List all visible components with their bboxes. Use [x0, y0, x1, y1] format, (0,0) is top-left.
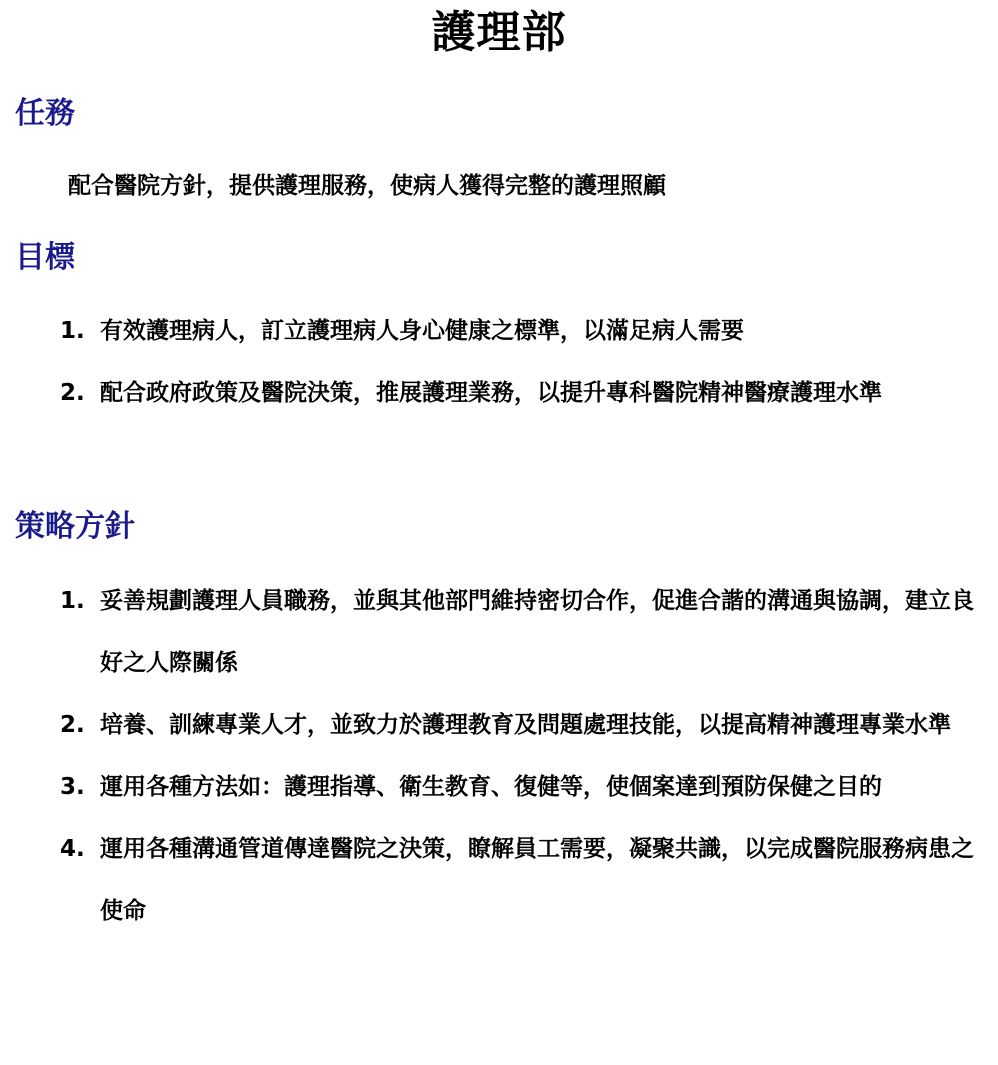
goals-list	[60, 300, 980, 424]
strategy-item	[60, 570, 980, 694]
strategy-item-text: 培養、訓練專業人才，並致力於護理教育及問題處理技能，以提高精神護理專業水準	[100, 712, 951, 738]
strategy-item	[60, 818, 980, 942]
strategies-list	[60, 570, 980, 942]
goals-heading: 目標	[15, 240, 75, 275]
goal-item	[60, 300, 980, 362]
goal-item-number: 2.	[60, 380, 85, 406]
strategy-item-number: 1.	[60, 588, 85, 614]
goal-item-text: 有效護理病人，訂立護理病人身心健康之標準，以滿足病人需要	[100, 318, 744, 344]
strategy-item	[60, 694, 980, 756]
strategy-item-text: 妥善規劃護理人員職務，並與其他部門維持密切合作，促進合諧的溝通與協調，建立良好之人際關係	[100, 588, 974, 676]
strategy-item-number: 4.	[60, 836, 85, 862]
strategy-item-text: 運用各種方法如：護理指導、衛生教育、復健等，使個案達到預防保健之目的	[100, 774, 882, 800]
goal-item	[60, 362, 980, 424]
mission-text: 配合醫院方針，提供護理服務，使病人獲得完整的護理照顧	[68, 173, 666, 199]
strategy-item-text: 運用各種溝通管道傳達醫院之決策，瞭解員工需要，凝聚共識，以完成醫院服務病患之使命	[100, 836, 974, 924]
strategy-item-number: 2.	[60, 712, 85, 738]
mission-heading: 任務	[15, 96, 75, 131]
goal-item-number: 1.	[60, 318, 85, 344]
goal-item-text: 配合政府政策及醫院決策，推展護理業務，以提升專科醫院精神醫療護理水準	[100, 380, 882, 406]
strategy-item	[60, 756, 980, 818]
page-title: 護理部	[431, 7, 567, 58]
strategies-heading: 策略方針	[15, 509, 135, 544]
strategy-item-number: 3.	[60, 774, 85, 800]
